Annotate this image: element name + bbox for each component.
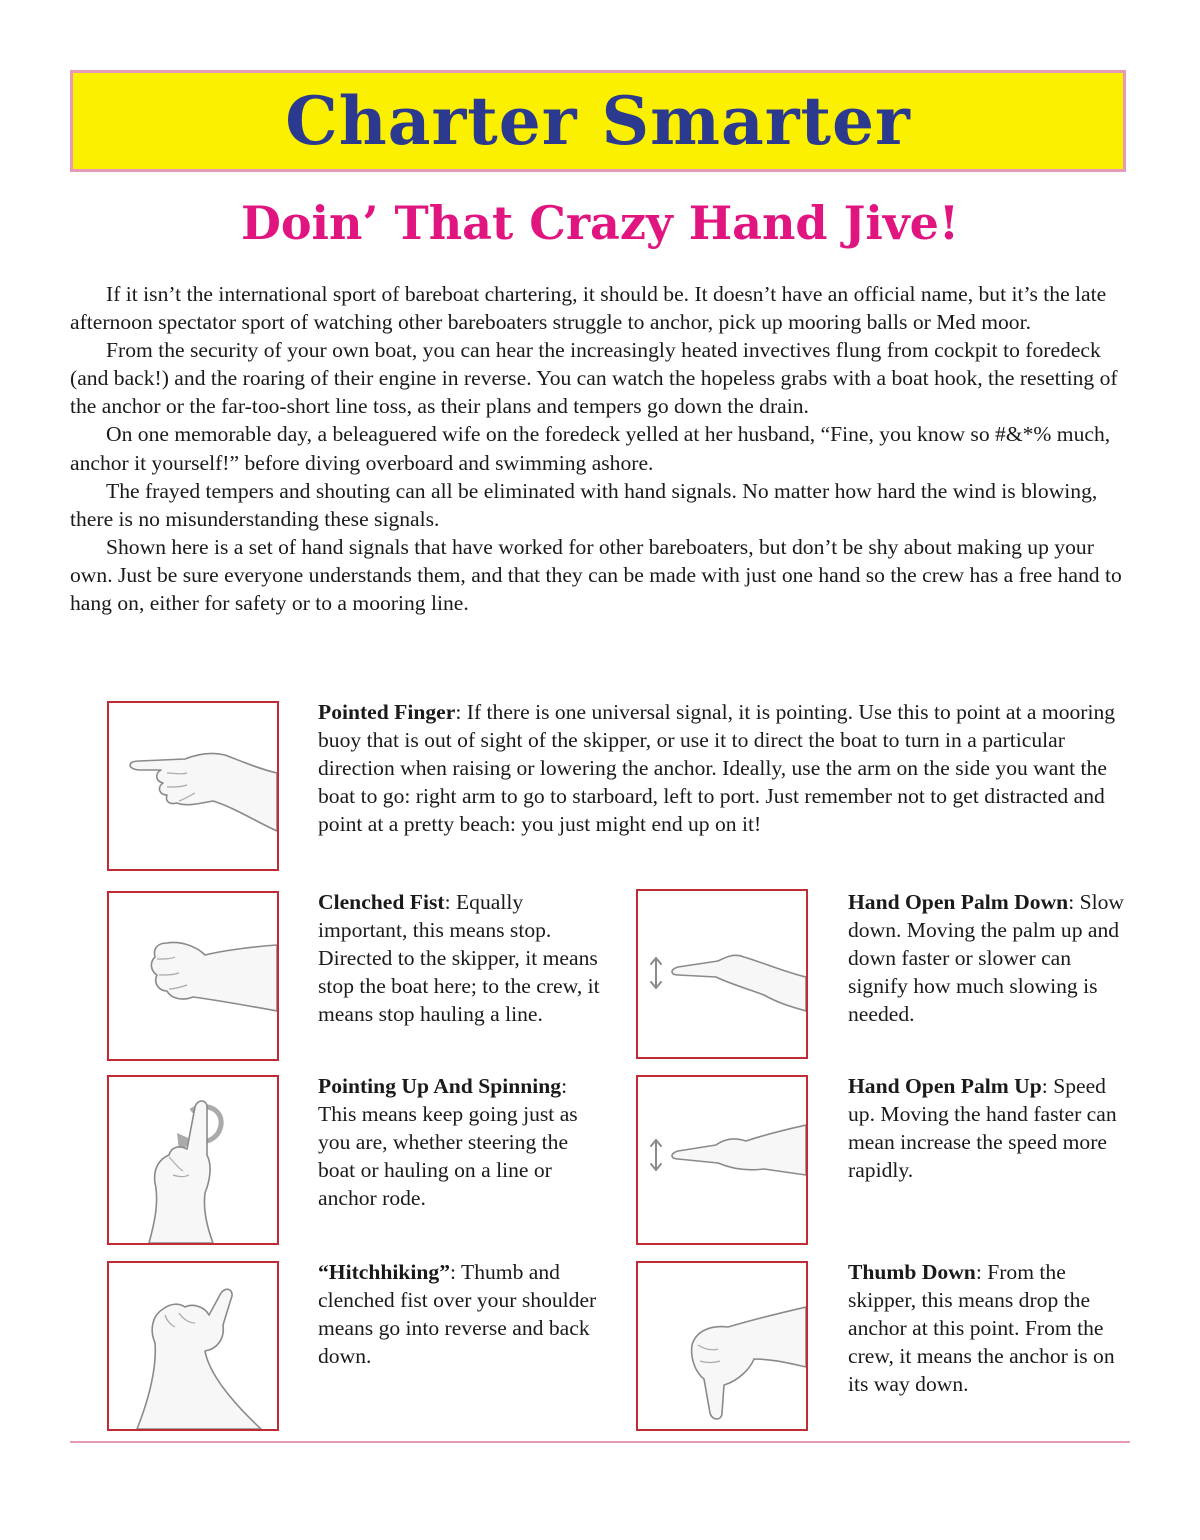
intro-paragraph: The frayed tempers and shouting can all be eliminated with hand signals. No matter how hard the wind is blowing, there is no misunderstanding these signals. <box>70 478 1098 531</box>
intro-paragraph: From the security of your own boat, you can hear the increasingly heated invectives flung from cockpit to foredeck (and back!) and the roaring of their engine in reverse. You can watch the hopeless grabs with a boat hook, the resetting of the anchor or the far-too-short line toss, as their plans and tempers go down the drain. <box>70 338 1118 419</box>
title-banner <box>70 70 1126 172</box>
pointing-hand-frame <box>107 701 279 871</box>
signal-title: Hand Open Palm Down <box>848 890 1069 914</box>
thumb-down-icon <box>638 1263 806 1429</box>
intro-paragraph: On one memorable day, a beleaguered wife on the foredeck yelled at her husband, “Fine, you know so #&*% much, anchor it yourself!” before diving overboard and swimming ashore. <box>70 422 1111 475</box>
intro-paragraph: If it isn’t the international sport of bareboat chartering, it should be. It doesn’t have an official name, but it’s the late afternoon spectator sport of watching other bareboaters struggle to anchor, pick up mooring balls or Med moor. <box>70 282 1107 335</box>
signal-text: : From the skipper, this means drop the anchor at this point. From the crew, it means the anchor is on its way down. <box>848 1260 1115 1397</box>
palm-up-hand-icon <box>638 1077 806 1243</box>
palm-down-hand-icon <box>638 891 806 1057</box>
signal-description <box>318 1072 600 1212</box>
pointing-up-spinning-hand-frame <box>107 1075 279 1245</box>
signal-text: : This means keep going just as you are, whether steering the boat or hauling on a line or anchor rode. <box>318 1074 578 1211</box>
signal-text: : Equally important, this means stop. Directed to the skipper, it means stop the boat here; to the crew, it means stop hauling a line. <box>318 890 600 1027</box>
signal-description <box>848 888 1130 1028</box>
palm-up-hand-frame <box>636 1075 808 1245</box>
signal-title: “Hitchhiking” <box>318 1260 450 1284</box>
footer-divider <box>70 1441 1130 1443</box>
signal-description <box>848 1258 1130 1398</box>
hitchhike-hand-frame <box>107 1261 279 1431</box>
clenched-fist-frame <box>107 891 279 1061</box>
article-subtitle: Doin’ That Crazy Hand Jive! <box>240 196 960 250</box>
signal-text: : Speed up. Moving the hand faster can mean increase the speed more rapidly. <box>848 1074 1117 1183</box>
signal-title: Thumb Down <box>848 1260 976 1284</box>
pointing-up-spinning-hand-icon <box>109 1077 277 1243</box>
signal-description <box>848 1072 1130 1184</box>
signal-title: Hand Open Palm Up <box>848 1074 1042 1098</box>
palm-down-hand-frame <box>636 889 808 1059</box>
pointing-hand-icon <box>109 703 277 869</box>
signal-description <box>318 698 1128 838</box>
thumb-up-hitchhike-icon <box>109 1263 277 1429</box>
intro-paragraph: Shown here is a set of hand signals that have worked for other bareboaters, but don’t be shy about making up your own. Just be sure everyone understands them, and that they can be made with just one hand so the crew has a free hand to hang on, either for safety or to a mooring line. <box>70 534 1122 616</box>
signal-title: Pointed Finger <box>318 700 456 724</box>
signal-text: : If there is one universal signal, it is pointing. Use this to point at a mooring buoy that is out of sight of the skipper, or use it to direct the boat to turn in a particular direction when raising or lowering the anchor. Ideally, use the arm on the side you want the boat to go: right arm to go to starboard, left to port. Just remember not to get distracted and point at a pretty beach: you just might end up on it! <box>318 700 1116 837</box>
signal-description <box>318 1258 600 1370</box>
signal-description <box>318 888 600 1028</box>
signal-text: : Slow down. Moving the palm up and down faster or slower can signify how much slowing is needed. <box>848 890 1124 1027</box>
page-title: Charter Smarter <box>285 82 911 160</box>
thumb-down-hand-frame <box>636 1261 808 1431</box>
intro-body <box>70 280 1132 617</box>
signal-title: Clenched Fist <box>318 890 445 914</box>
signal-text: : Thumb and clenched fist over your shoulder means go into reverse and back down. <box>318 1260 597 1369</box>
clenched-fist-icon <box>109 893 277 1059</box>
signal-title: Pointing Up And Spinning <box>318 1074 562 1098</box>
